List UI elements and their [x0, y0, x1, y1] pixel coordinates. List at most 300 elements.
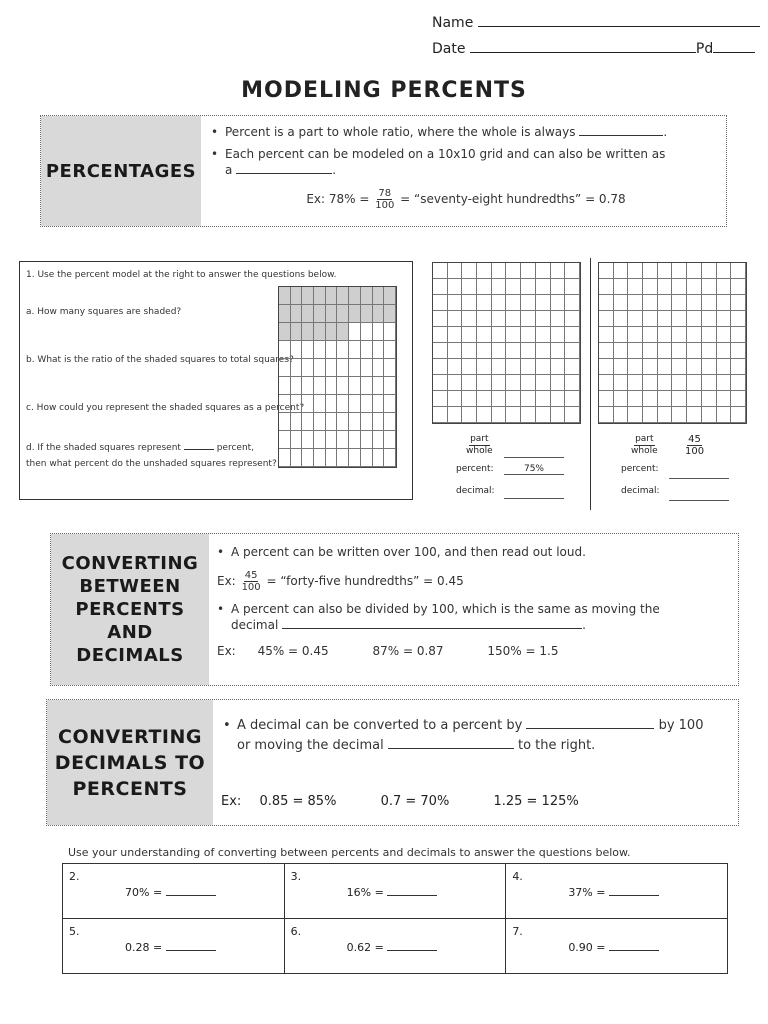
grid-cell[interactable]: [702, 263, 717, 279]
grid-cell[interactable]: [702, 407, 717, 423]
grid-cell[interactable]: [477, 311, 492, 327]
grid-cell[interactable]: [731, 375, 746, 391]
grid-cell[interactable]: [717, 295, 732, 311]
grid-cell: [314, 431, 326, 449]
grid-cell[interactable]: [477, 359, 492, 375]
grid-cell[interactable]: [448, 295, 463, 311]
answer-blank[interactable]: [166, 950, 216, 951]
grid-cell: [326, 305, 338, 323]
grid-cell: [314, 341, 326, 359]
grid-cell: [337, 323, 349, 341]
grid-cell[interactable]: [536, 375, 551, 391]
grid-cell: [361, 431, 373, 449]
grid-cell[interactable]: [551, 391, 566, 407]
grid-cell[interactable]: [506, 279, 521, 295]
grid-cell: [349, 431, 361, 449]
grid-cell[interactable]: [565, 391, 580, 407]
grid-cell[interactable]: [477, 375, 492, 391]
grid-cell[interactable]: [628, 295, 643, 311]
question-1-box: [19, 261, 413, 500]
grid-cell[interactable]: [477, 407, 492, 423]
grid-cell[interactable]: [565, 343, 580, 359]
grid-cell[interactable]: [614, 375, 629, 391]
decimal-label-right: decimal:: [621, 486, 660, 496]
grid-cell[interactable]: [658, 375, 673, 391]
grid-cell[interactable]: [448, 279, 463, 295]
grid-cell[interactable]: [536, 359, 551, 375]
grid-cell[interactable]: [462, 343, 477, 359]
grid-cell[interactable]: [462, 327, 477, 343]
name-blank[interactable]: [478, 14, 760, 27]
grid-cell: [384, 395, 396, 413]
grid-cell[interactable]: [506, 343, 521, 359]
grid-cell: [349, 395, 361, 413]
grid-cell: [349, 341, 361, 359]
grid-cell[interactable]: [702, 295, 717, 311]
grid-cell[interactable]: [672, 359, 687, 375]
grid-cell[interactable]: [717, 327, 732, 343]
grid-cell[interactable]: [731, 327, 746, 343]
grid-cell[interactable]: [614, 279, 629, 295]
grid-cell: [384, 305, 396, 323]
grid-cell: [291, 449, 303, 467]
grid-cell[interactable]: [702, 359, 717, 375]
decimal-label-left: decimal:: [456, 486, 495, 496]
grid-cell[interactable]: [521, 391, 536, 407]
grid-cell: [373, 287, 385, 305]
grid-cell[interactable]: [599, 359, 614, 375]
blank-grid-right[interactable]: [598, 262, 747, 424]
grid-cell: [279, 377, 291, 395]
grid-cell[interactable]: [687, 375, 702, 391]
grid-cell[interactable]: [658, 311, 673, 327]
grid-cell: [373, 377, 385, 395]
grid-cell[interactable]: [702, 375, 717, 391]
grid-cell[interactable]: [731, 263, 746, 279]
grid-cell[interactable]: [643, 263, 658, 279]
answer-blank[interactable]: [387, 950, 437, 951]
grid-cell[interactable]: [717, 279, 732, 295]
grid-cell[interactable]: [643, 311, 658, 327]
grid-cell: [302, 359, 314, 377]
grid-cell: [373, 413, 385, 431]
grid-cell[interactable]: [672, 311, 687, 327]
practice-cell: 2. 70% =: [63, 864, 285, 919]
grid-cell[interactable]: [628, 279, 643, 295]
grid-cell[interactable]: [702, 279, 717, 295]
percentages-example: Ex: 78% = $\frac{78}{100}$ = “seventy-eight hundredths” = 0.78: [306, 188, 626, 211]
shaded-percent-blank[interactable]: [184, 449, 214, 450]
grid-cell[interactable]: [506, 295, 521, 311]
grid-cell[interactable]: [521, 407, 536, 423]
grid-cell[interactable]: [521, 279, 536, 295]
grid-cell[interactable]: [565, 279, 580, 295]
pd-label: Pd: [695, 41, 714, 57]
grid-cell[interactable]: [614, 359, 629, 375]
grid-cell: [361, 395, 373, 413]
grid-cell: [384, 341, 396, 359]
grid-cell[interactable]: [614, 343, 629, 359]
converting-pd-example-1: Ex: $\frac{45}{100}$ = “forty-five hundredths” = 0.45: [217, 570, 464, 593]
grid-cell[interactable]: [643, 375, 658, 391]
grid-cell[interactable]: [551, 407, 566, 423]
grid-cell[interactable]: [658, 263, 673, 279]
question-1d-line2: then what percent do the unshaded squares represent?: [26, 459, 277, 469]
grid-cell[interactable]: [599, 343, 614, 359]
grid-cell[interactable]: [433, 375, 448, 391]
grid-cell: [279, 359, 291, 377]
grid-cell[interactable]: [551, 295, 566, 311]
grid-cell[interactable]: [506, 391, 521, 407]
grid-cell[interactable]: [433, 311, 448, 327]
grid-cell: [349, 323, 361, 341]
grid-cell[interactable]: [599, 263, 614, 279]
grid-cell[interactable]: [536, 311, 551, 327]
question-1d: d. If the shaded squares represent percent,: [26, 443, 255, 453]
grid-cell[interactable]: [672, 279, 687, 295]
grid-cell[interactable]: [492, 279, 507, 295]
grid-cell[interactable]: [565, 311, 580, 327]
grid-cell[interactable]: [477, 343, 492, 359]
grid-cell[interactable]: [477, 391, 492, 407]
grid-cell[interactable]: [731, 311, 746, 327]
grid-cell: [373, 323, 385, 341]
grid-cell[interactable]: [521, 263, 536, 279]
grid-cell: [302, 287, 314, 305]
grid-cell[interactable]: [702, 327, 717, 343]
grid-cell[interactable]: [599, 375, 614, 391]
grid-cell[interactable]: [506, 327, 521, 343]
grid-cell[interactable]: [731, 343, 746, 359]
grid-cell[interactable]: [628, 375, 643, 391]
grid-cell[interactable]: [477, 327, 492, 343]
grid-cell[interactable]: [672, 327, 687, 343]
grid-cell: [337, 413, 349, 431]
decimal-blank-right[interactable]: [669, 500, 729, 501]
grid-cell[interactable]: [672, 407, 687, 423]
grid-cell[interactable]: [672, 343, 687, 359]
grid-cell[interactable]: [433, 343, 448, 359]
grid-cell[interactable]: [521, 343, 536, 359]
grid-cell[interactable]: [448, 263, 463, 279]
grid-cell[interactable]: [687, 295, 702, 311]
grid-cell[interactable]: [448, 375, 463, 391]
grid-cell[interactable]: [536, 295, 551, 311]
date-blank[interactable]: [470, 40, 696, 53]
grid-cell[interactable]: [565, 375, 580, 391]
grid-cell[interactable]: [658, 407, 673, 423]
grid-cell[interactable]: [717, 375, 732, 391]
grid-cell: [384, 431, 396, 449]
grid-cell: [326, 359, 338, 377]
grid-cell: [337, 287, 349, 305]
grid-cell[interactable]: [658, 279, 673, 295]
grid-cell[interactable]: [702, 343, 717, 359]
grid-cell[interactable]: [433, 391, 448, 407]
grid-cell: [291, 305, 303, 323]
practice-cell: 4. 37% =: [506, 864, 728, 919]
percentages-bullet-2: • Each percent can be modeled on a 10x10 grid and can also be written as a .: [211, 146, 721, 178]
grid-cell[interactable]: [628, 343, 643, 359]
grid-cell[interactable]: [717, 263, 732, 279]
grid-cell: [302, 413, 314, 431]
grid-cell[interactable]: [492, 327, 507, 343]
grid-cell[interactable]: [643, 391, 658, 407]
grid-cell[interactable]: [687, 407, 702, 423]
grid-cell[interactable]: [492, 391, 507, 407]
grid-cell[interactable]: [731, 359, 746, 375]
grid-cell[interactable]: [614, 407, 629, 423]
grid-cell[interactable]: [551, 375, 566, 391]
grid-cell: [384, 323, 396, 341]
grid-cell[interactable]: [506, 375, 521, 391]
grid-cell: [361, 413, 373, 431]
grid-cell[interactable]: [614, 311, 629, 327]
grid-cell: [373, 431, 385, 449]
question-1a: a. How many squares are shaded?: [26, 307, 182, 317]
grid-cell[interactable]: [599, 295, 614, 311]
grid-cell[interactable]: [687, 311, 702, 327]
grid-cell: [314, 359, 326, 377]
converted-by-blank[interactable]: [526, 728, 654, 729]
grid-cell[interactable]: [506, 311, 521, 327]
grid-cell[interactable]: [643, 359, 658, 375]
grid-cell: [337, 395, 349, 413]
converting-dp-examples: Ex: 0.85 = 85% 0.7 = 70% 1.25 = 125%: [221, 794, 579, 809]
grid-cell[interactable]: [599, 407, 614, 423]
grid-cell[interactable]: [672, 391, 687, 407]
grid-cell[interactable]: [687, 359, 702, 375]
grid-cell[interactable]: [702, 311, 717, 327]
grid-cell: [337, 377, 349, 395]
grid-cell[interactable]: [687, 263, 702, 279]
grid-cell[interactable]: [551, 359, 566, 375]
grid-cell[interactable]: [658, 343, 673, 359]
grid-cell[interactable]: [643, 295, 658, 311]
grid-cell[interactable]: [448, 407, 463, 423]
grid-cell[interactable]: [551, 279, 566, 295]
grid-cell[interactable]: [672, 375, 687, 391]
grid-cell[interactable]: [462, 375, 477, 391]
percent-blank-right[interactable]: [669, 478, 729, 479]
converting-pd-heading: CONVERTING BETWEEN PERCENTS AND DECIMALS: [51, 534, 209, 685]
grid-cell[interactable]: [628, 311, 643, 327]
answer-blank[interactable]: [387, 895, 437, 896]
grid-cell[interactable]: [643, 343, 658, 359]
grid-cell[interactable]: [477, 263, 492, 279]
answer-blank[interactable]: [609, 950, 659, 951]
grid-cell[interactable]: [672, 295, 687, 311]
grid-cell[interactable]: [492, 343, 507, 359]
grid-cell[interactable]: [433, 263, 448, 279]
grid-cell[interactable]: [658, 391, 673, 407]
name-label: Name: [432, 15, 474, 31]
grid-cell[interactable]: [565, 263, 580, 279]
grid-cell[interactable]: [551, 343, 566, 359]
grid-cell: [314, 287, 326, 305]
name-field: [432, 14, 760, 31]
grid-cell[interactable]: [462, 359, 477, 375]
grid-cell: [291, 413, 303, 431]
grid-cell[interactable]: [462, 263, 477, 279]
grid-cell: [314, 395, 326, 413]
grid-cell[interactable]: [599, 279, 614, 295]
grid-cell: [349, 287, 361, 305]
grid-cell[interactable]: [731, 295, 746, 311]
grid-cell[interactable]: [506, 359, 521, 375]
grid-cell[interactable]: [506, 263, 521, 279]
grid-cell: [361, 287, 373, 305]
grid-cell: [361, 377, 373, 395]
grid-cell[interactable]: [448, 327, 463, 343]
grid-cell[interactable]: [536, 343, 551, 359]
grid-cell[interactable]: [599, 311, 614, 327]
grid-cell: [302, 377, 314, 395]
grid-cell[interactable]: [628, 359, 643, 375]
grid-cell[interactable]: [599, 327, 614, 343]
grid-cell: [302, 395, 314, 413]
grid-cell[interactable]: [628, 391, 643, 407]
grid-cell[interactable]: [492, 407, 507, 423]
grid-cell[interactable]: [433, 279, 448, 295]
blank-grid-left[interactable]: [432, 262, 581, 424]
question-1-intro: 1. Use the percent model at the right to answer the questions below.: [26, 270, 337, 280]
grid-cell[interactable]: [462, 311, 477, 327]
grid-cell[interactable]: [565, 359, 580, 375]
grid-cell[interactable]: [658, 295, 673, 311]
pd-blank[interactable]: [713, 40, 755, 53]
grid-cell[interactable]: [687, 327, 702, 343]
grid-cell[interactable]: [448, 311, 463, 327]
grid-cell[interactable]: [687, 391, 702, 407]
grid-cell: [373, 449, 385, 467]
grid-cell[interactable]: [448, 359, 463, 375]
grid-cell: [384, 413, 396, 431]
percent-label-right: percent:: [621, 464, 659, 474]
whole-blank[interactable]: [579, 135, 663, 136]
grid-cell: [279, 305, 291, 323]
percentages-bullet-1: • Percent is a part to whole ratio, where the whole is always .: [211, 124, 721, 140]
grid-cell: [361, 305, 373, 323]
grid-cell[interactable]: [433, 327, 448, 343]
grid-cell[interactable]: [551, 263, 566, 279]
written-as-blank[interactable]: [236, 173, 332, 174]
grid-cell[interactable]: [433, 295, 448, 311]
grid-cell[interactable]: [477, 295, 492, 311]
moving-decimal-blank[interactable]: [388, 748, 514, 749]
grid-cell[interactable]: [492, 311, 507, 327]
grid-cell[interactable]: [717, 343, 732, 359]
grid-cell[interactable]: [565, 407, 580, 423]
grid-cell[interactable]: [521, 311, 536, 327]
grid-cell[interactable]: [717, 407, 732, 423]
practice-cell: 6. 0.62 =: [284, 919, 506, 974]
grid-cell[interactable]: [492, 295, 507, 311]
grid-cell: [361, 449, 373, 467]
grid-cell[interactable]: [643, 279, 658, 295]
grid-cell: [349, 449, 361, 467]
grid-cell[interactable]: [731, 279, 746, 295]
grid-cell[interactable]: [643, 407, 658, 423]
grid-cell[interactable]: [448, 391, 463, 407]
grid-cell[interactable]: [717, 311, 732, 327]
grid-cell[interactable]: [628, 407, 643, 423]
answer-blank[interactable]: [609, 895, 659, 896]
part-whole-fraction-right: $\frac{\text{part}}{\text{whole}}$: [631, 434, 658, 456]
grid-cell[interactable]: [731, 391, 746, 407]
grid-cell[interactable]: [702, 391, 717, 407]
grid-cell: [279, 395, 291, 413]
grid-cell[interactable]: [536, 279, 551, 295]
decimal-blank-left[interactable]: [504, 498, 564, 499]
grid-cell: [314, 305, 326, 323]
grid-cell[interactable]: [731, 407, 746, 423]
grid-cell[interactable]: [536, 327, 551, 343]
grid-cell[interactable]: [565, 327, 580, 343]
grid-cell[interactable]: [717, 391, 732, 407]
grid-cell: [291, 341, 303, 359]
grid-cell[interactable]: [477, 279, 492, 295]
grid-cell[interactable]: [462, 391, 477, 407]
grid-cell[interactable]: [687, 343, 702, 359]
grid-cell[interactable]: [628, 263, 643, 279]
grid-cell[interactable]: [687, 279, 702, 295]
grid-cell[interactable]: [614, 327, 629, 343]
grid-cell[interactable]: [717, 359, 732, 375]
grid-cell[interactable]: [492, 359, 507, 375]
answer-blank[interactable]: [166, 895, 216, 896]
grid-cell[interactable]: [521, 359, 536, 375]
grid-cell[interactable]: [433, 407, 448, 423]
grid-cell[interactable]: [462, 295, 477, 311]
grid-cell[interactable]: [492, 375, 507, 391]
column-divider: [590, 258, 591, 510]
grid-cell[interactable]: [628, 327, 643, 343]
grid-cell[interactable]: [614, 391, 629, 407]
grid-cell[interactable]: [462, 407, 477, 423]
grid-cell[interactable]: [614, 295, 629, 311]
grid-cell[interactable]: [448, 343, 463, 359]
grid-cell[interactable]: [599, 391, 614, 407]
grid-cell[interactable]: [433, 359, 448, 375]
grid-cell[interactable]: [551, 311, 566, 327]
grid-cell[interactable]: [565, 295, 580, 311]
grid-cell[interactable]: [658, 327, 673, 343]
grid-cell[interactable]: [492, 263, 507, 279]
grid-cell: [314, 377, 326, 395]
grid-cell[interactable]: [521, 295, 536, 311]
grid-cell[interactable]: [536, 391, 551, 407]
grid-cell[interactable]: [462, 279, 477, 295]
grid-cell[interactable]: [614, 263, 629, 279]
grid-cell[interactable]: [506, 407, 521, 423]
grid-cell[interactable]: [536, 407, 551, 423]
grid-cell[interactable]: [536, 263, 551, 279]
grid-cell[interactable]: [658, 359, 673, 375]
fraction-blank-left[interactable]: [504, 457, 564, 458]
grid-cell[interactable]: [521, 375, 536, 391]
grid-cell[interactable]: [551, 327, 566, 343]
grid-cell[interactable]: [521, 327, 536, 343]
grid-cell: [361, 323, 373, 341]
grid-cell: [337, 359, 349, 377]
grid-cell[interactable]: [672, 263, 687, 279]
decimal-move-blank[interactable]: [282, 628, 582, 629]
percent-label-left: percent:: [456, 464, 494, 474]
grid-cell: [279, 323, 291, 341]
grid-cell: [384, 449, 396, 467]
grid-cell[interactable]: [643, 327, 658, 343]
